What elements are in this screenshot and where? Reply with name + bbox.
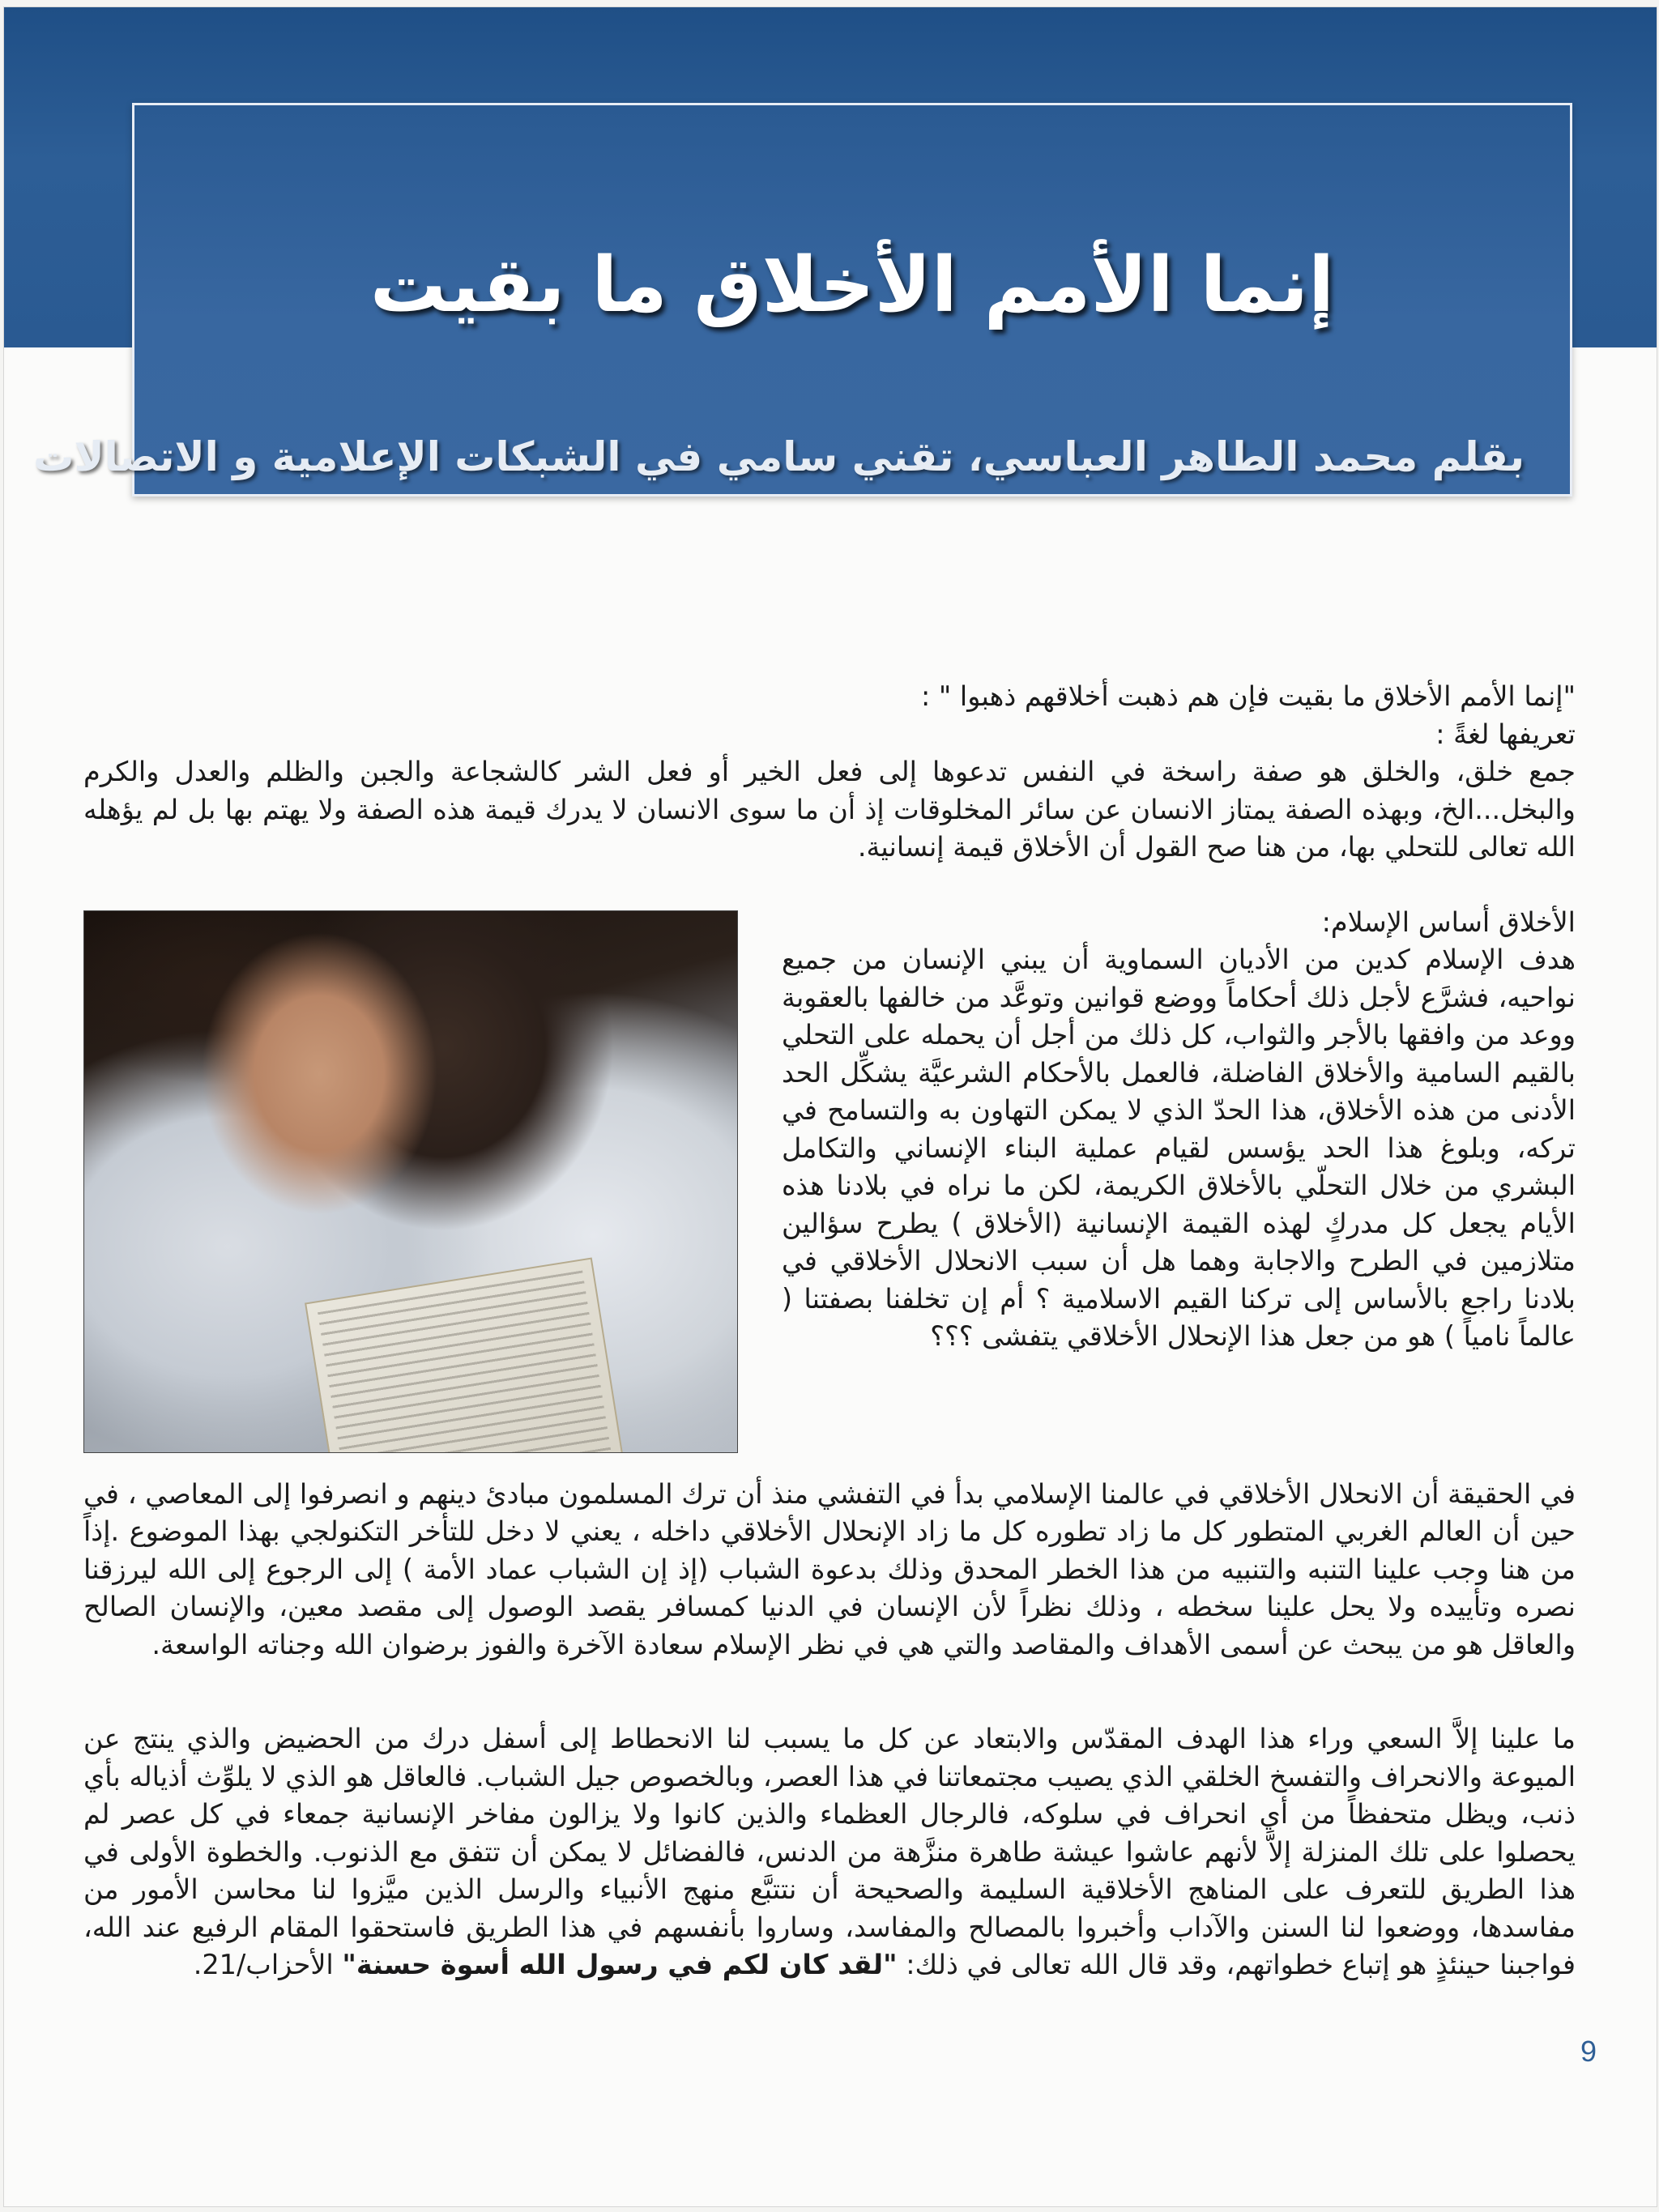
quran-book-icon [305,1257,625,1452]
children-reading-photo [83,910,738,1453]
paragraph-4-text: ما علينا إلاَّ السعي وراء هذا الهدف المقدّس والابتعاد عن كل ما يسبب لنا الانحطاط إلى أسفل درك من الحضيض والذي ينتج عن الميوعة والانحراف والتفسخ الخلقي الذي يصيب مجتمعاتنا في هذا العصر، وبالخصوص جيل الشباب. فالعاقل هو الذي لا يلوِّث أذياله بأي ذنب، ويظل متحفظاً من أي انحراف في سلوكه، فالرجال العظماء والذين كانوا ولا يزالون مفاخر الإنسانية جمعاء في كل عصر لم يحصلوا على تلك المنزلة إلاَّ لأنهم عاشوا عيشة طاهرة منزَّهة من الدنس، فالفضائل لا يمكن أن تتفق مع الذنوب. والخطوة الأولى في هذا الطريق للتعرف على المناهج الأخلاقية السليمة والصحيحة أن نتتبَّع منهج الأنبياء والرسل الذين ميَّزوا لنا محاسن الأمور من مفاسدها، ووضعوا لنا السنن والآداب وأخبروا بالمصالح والمفاسد، وساروا بأنفسهم في هذا الطريق فاستحقوا المقام الرفيع عند الله، فواجبنا حينئذٍ هو إتباع خطواتهم، وقد قال الله تعالى في ذلك: [83,1723,1576,1980]
quran-quote: "لقد كان لكم في رسول الله أسوة حسنة" [342,1949,898,1980]
section-heading: الأخلاق أساس الإسلام: [1321,906,1576,938]
quote-line: "إنما الأمم الأخلاق ما بقيت فإن هم ذهبت أخلاقهم ذهبوا " : [920,680,1576,712]
author-byline: بقلم محمد الطاهر العباسي، تقني سامي في الشبكات الإعلامية و الاتصالات [33,433,1525,480]
spacer [83,867,1576,904]
title-box [33,103,1572,497]
definition-paragraph: جمع خلق، والخلق هو صفة راسخة في النفس تدعوها إلى فعل الخير أو فعل الشر كالشجاعة والجبن والظلم والعدل والكرم والبخل...الخ، وبهذه الصفة يمتاز الانسان عن سائر المخلوقات إذ أن ما سوى الانسان لا يدرك قيمة هذه الصفة ولا يهتم بها بل لم يؤهله الله تعالى للتحلي بها، من هنا صح القول أن الأخلاق قيمة إنسانية. [83,756,1576,863]
document-page [3,6,1657,2207]
quran-reference: الأحزاب/21. [193,1949,343,1980]
page-title: إنما الأمم الأخلاق ما بقيت [369,241,1335,330]
section-paragraph: هدف الإسلام كدين من الأديان السماوية أن يبني الإنسان من جميع نواحيه، فشرَّع لأجل ذلك أحكاماً ووضع قوانين وتوعَّد من خالفها بالعقوبة ووعد من وافقها بالأجر والثواب، كل ذلك من أجل أن يحمله على التحلي بالقيم السامية والأخلاق الفاضلة، فالعمل بالأحكام الشرعيَّة يشكِّل الحد الأدنى من هذه الأخلاق، هذا الحدّ الذي لا يمكن التهاون به والتسامح في تركه، وبلوغ هذا الحد يؤسس لقيام عملية البناء الإنساني والتكامل البشري من خلال التحلّي بالأخلاق الكريمة، لكن ما نراه في بلادنا هذه الأيام يجعل كل مدركٍ لهذه القيمة الإنسانية (الأخلاق ) يطرح سؤالين متلازمين في الطرح والاجابة وهما هل أن سبب الانحلال الأخلاقي في بلادنا راجع بالأساس إلى تركنا القيم الاسلامية ؟ أم إن تخلفنا بصفتنا ( عالماً نامياً ) هو من جعل هذا الإنحلال الأخلاقي يتفشى ؟؟؟ [782,944,1576,1352]
spacer [83,1461,1576,1476]
article-body [83,678,1576,1984]
page-number: 9 [1580,2035,1597,2068]
paragraph-4 [83,1720,1576,1984]
paragraph-3: في الحقيقة أن الانحلال الأخلاقي في عالمنا الإسلامي بدأ في التفشي منذ أن ترك المسلمون مبادئ دينهم و انصرفوا إلى المعاصي ، في حين أن العالم الغربي المتطور كل ما زاد تطوره كل ما زاد الإنحلال الأخلاقي داخله ، يعني لا دخل للتأخر التكنولجي بهذا الموضوع .إذاً من هنا وجب علينا التنبه والتنبيه من هذا الخطر المحدق وذلك بدعوة الشباب (إذ إن الشباب عماد الأمة ) إلى الرجوع إلى الله ليرزقنا نصره وتأييده ولا يحل علينا سخطه ، وذلك نظراً لأن الإنسان في الدنيا كمسافر يقصد الوصول إلى مقصد معين، والإنسان الصالح والعاقل هو من يبحث عن أسمى الأهداف والمقاصد والتي هي في نظر الإسلام سعادة الآخرة والفوز برضوان الله وجناته الواسعة. [83,1477,1576,1660]
spacer [83,1664,1576,1720]
definition-heading: تعريفها لغةً : [1435,718,1576,750]
